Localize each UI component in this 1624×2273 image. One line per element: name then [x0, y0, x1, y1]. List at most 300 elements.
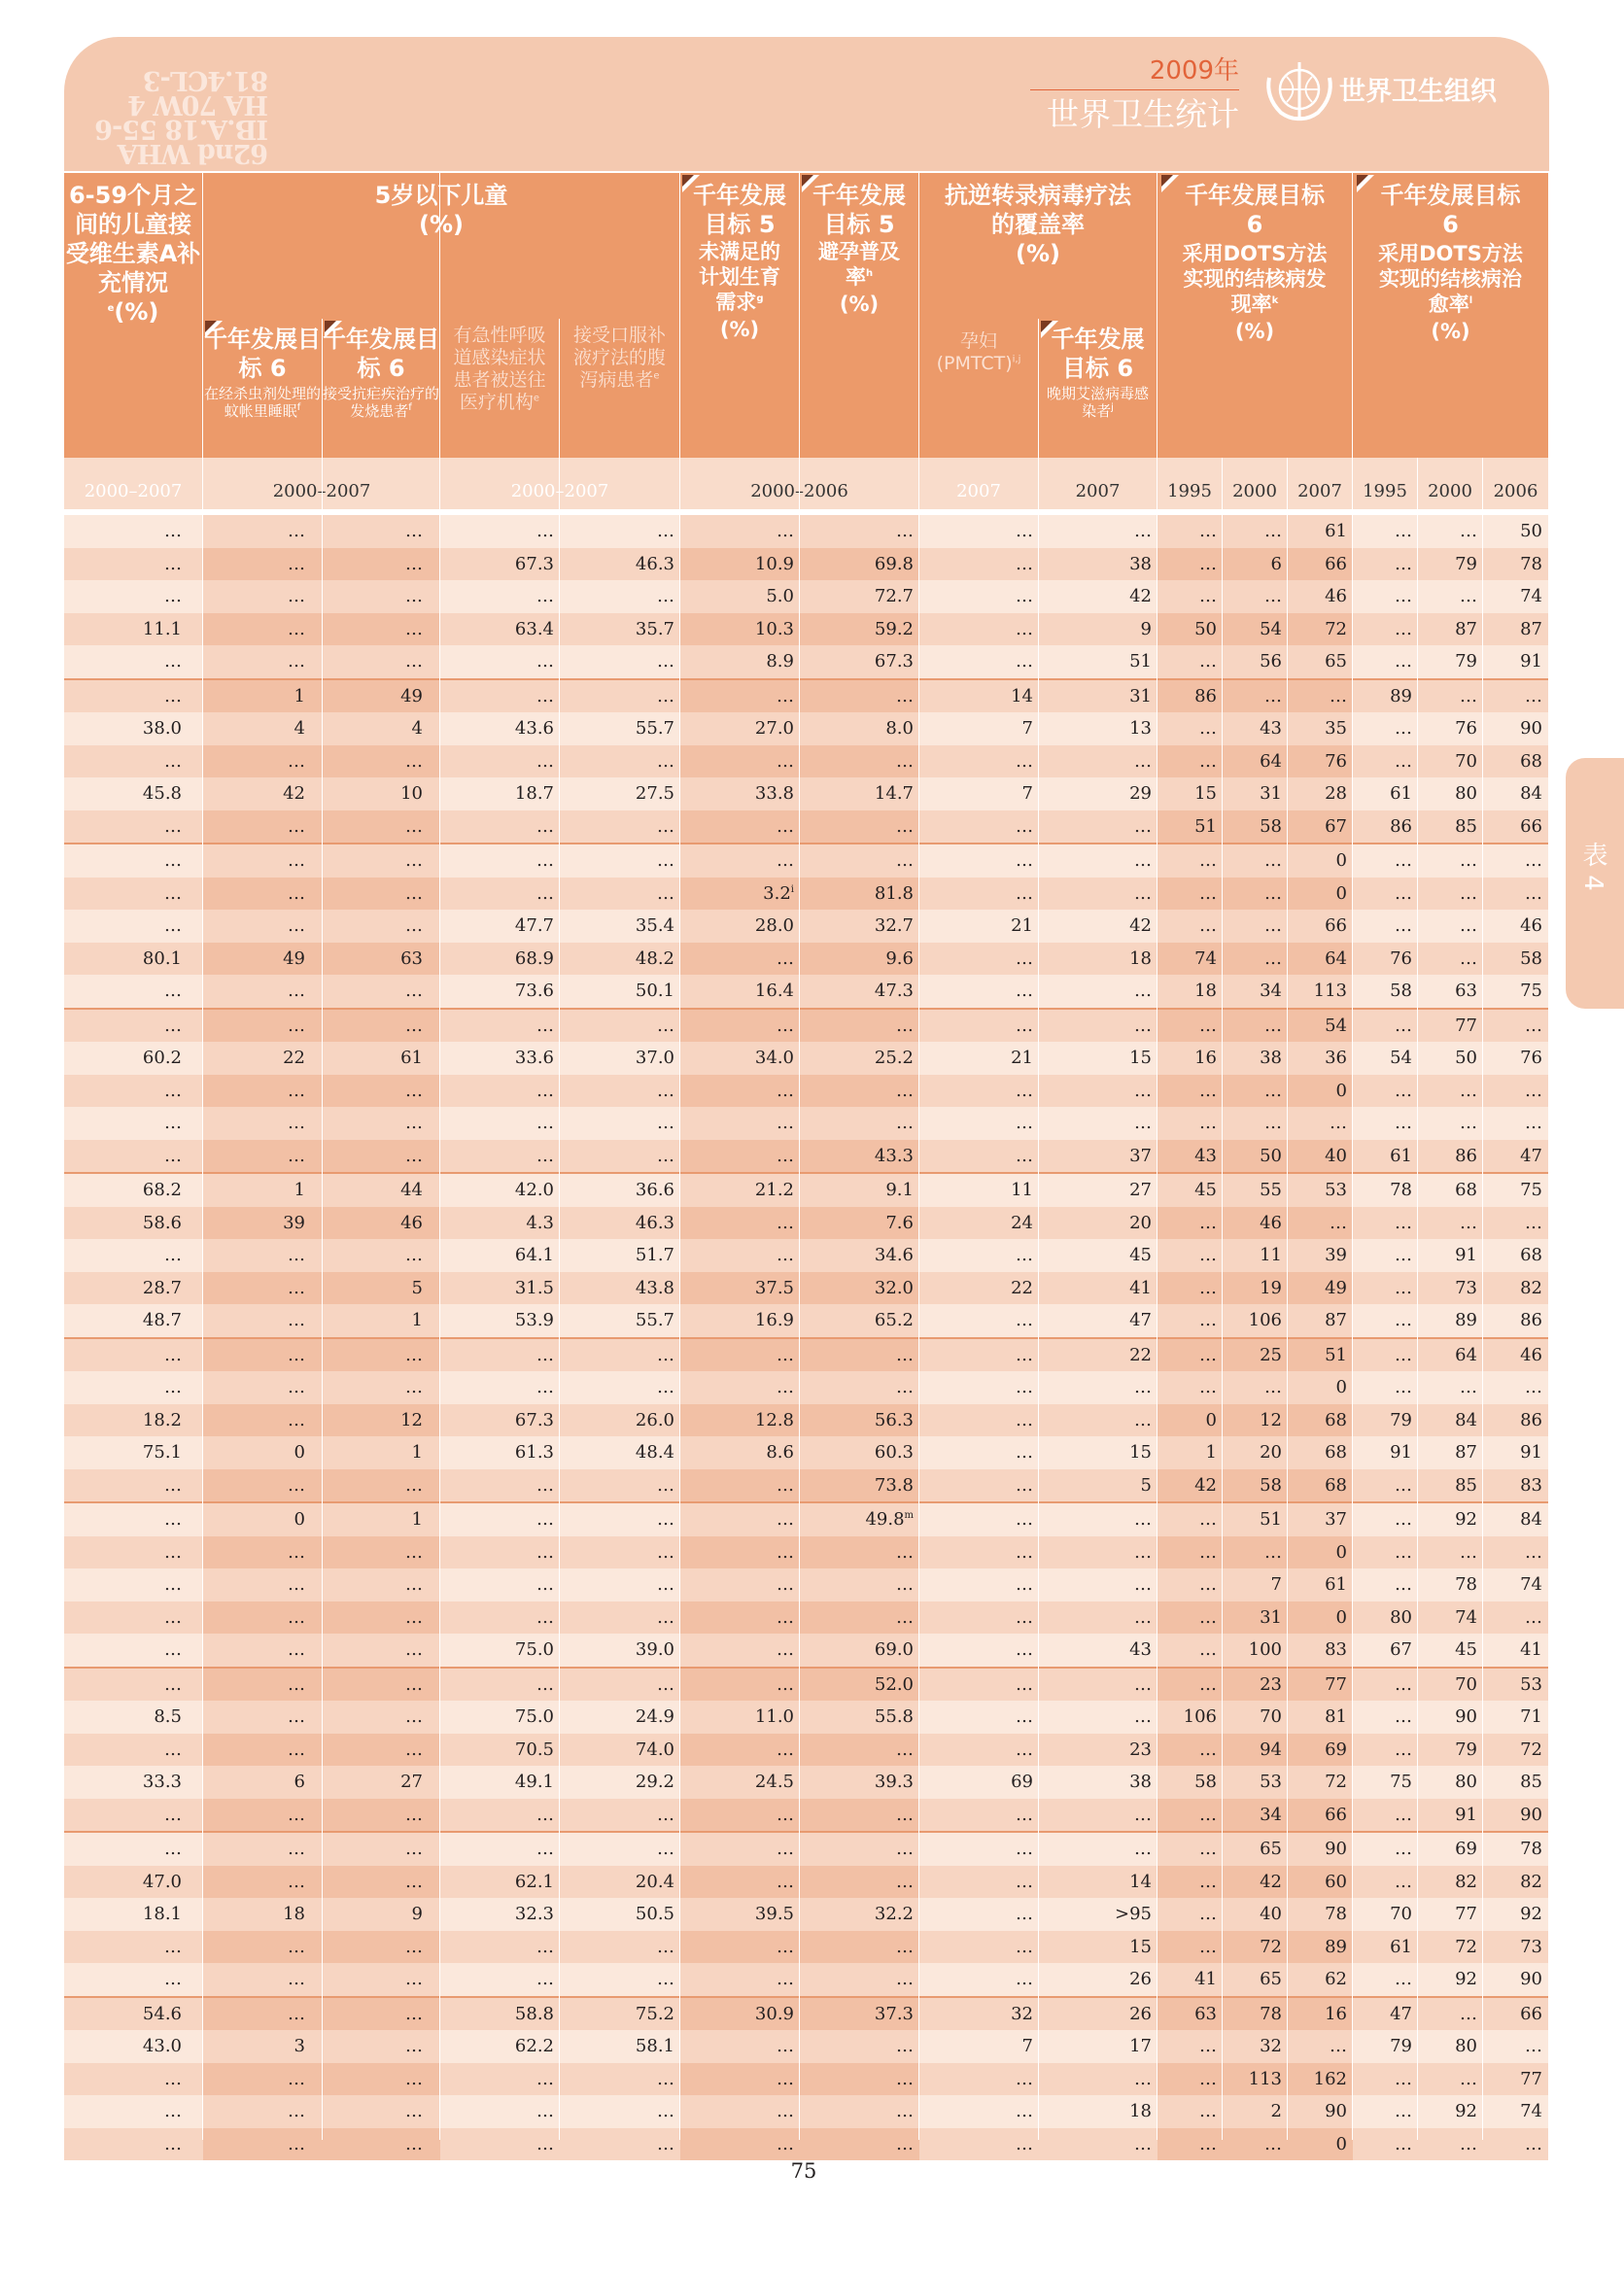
table-cell: … — [560, 1963, 680, 1997]
table-cell: 62 — [1288, 1963, 1353, 1997]
table-cell: … — [680, 2095, 800, 2128]
table-cell: … — [800, 2030, 919, 2063]
table-cell: 90 — [1483, 1963, 1548, 1997]
col-vita-header: 6-59个月之间的儿童接受维生素A补充情况 $^e$(%) — [64, 173, 202, 458]
table-cell: 0 — [1288, 844, 1353, 878]
table-cell: 48.2 — [560, 943, 680, 976]
table-cell: 8.9 — [680, 645, 800, 679]
table-cell: … — [323, 645, 440, 679]
table-cell: 6 — [203, 1766, 323, 1799]
table-cell: … — [203, 1568, 323, 1601]
table-cell: … — [440, 1568, 560, 1601]
table-cell: 53 — [1483, 1668, 1548, 1702]
table-cell: … — [680, 1239, 800, 1272]
table-cell: 67.3 — [440, 1404, 560, 1437]
table-cell: … — [1039, 1075, 1158, 1108]
table-cell: 64 — [1418, 1338, 1483, 1372]
table-cell: 31 — [1223, 1601, 1288, 1635]
table-cell: 72 — [1288, 613, 1353, 646]
table-cell: … — [64, 679, 203, 713]
table-cell: 68 — [1483, 1239, 1548, 1272]
grid-line — [1287, 458, 1288, 2140]
table-cell: … — [203, 1272, 323, 1305]
table-cell: … — [1353, 1338, 1418, 1372]
table-cell: 76 — [1483, 1042, 1548, 1075]
table-row — [64, 613, 1548, 646]
table-cell: … — [919, 1963, 1039, 1997]
table-cell: 42 — [1223, 1866, 1288, 1899]
table-cell: 47 — [1353, 1997, 1418, 2031]
table-cell: 66 — [1288, 910, 1353, 943]
table-cell: … — [800, 1338, 919, 1372]
table-cell: … — [440, 1931, 560, 1964]
table-cell: … — [323, 1634, 440, 1668]
table-cell: … — [203, 1469, 323, 1503]
table-cell: … — [560, 1832, 680, 1866]
table-cell: … — [680, 1832, 800, 1866]
table-cell: 0 — [1288, 1075, 1353, 1108]
table-cell: … — [323, 1799, 440, 1833]
col-unmet-header: 千年发展目标 5 未满足的计划生育需求$^g$ (%) — [680, 173, 799, 458]
table-cell: 65 — [1223, 1963, 1288, 1997]
table-cell: 61 — [1288, 515, 1353, 548]
table-cell: … — [203, 1239, 323, 1272]
table-cell: 80 — [1418, 777, 1483, 810]
table-row — [64, 1601, 1548, 1635]
table-cell: … — [560, 2128, 680, 2161]
archive-stamp: 62nd WHA IB.A.18 55-6 HA 70W 4 81.4CL-3 — [95, 65, 268, 168]
table-cell: 20 — [1223, 1436, 1288, 1469]
table-cell: 92 — [1418, 2095, 1483, 2128]
table-cell: 49 — [203, 943, 323, 976]
table-row — [64, 1239, 1548, 1272]
table-cell: 43 — [1223, 712, 1288, 745]
table-cell: 18 — [1039, 2095, 1158, 2128]
table-cell: … — [1158, 1734, 1223, 1767]
table-cell: … — [1353, 1734, 1418, 1767]
table-cell: 90 — [1288, 2095, 1353, 2128]
table-cell: 86 — [1158, 679, 1223, 713]
table-cell: … — [1158, 910, 1223, 943]
table-cell: … — [64, 745, 203, 778]
table-cell: 58 — [1223, 810, 1288, 844]
table-cell: … — [1158, 1568, 1223, 1601]
table-cell: … — [203, 1536, 323, 1569]
table-cell: 33.8 — [680, 777, 800, 810]
table-row — [64, 2128, 1548, 2161]
table-cell: … — [800, 1075, 919, 1108]
table-cell: 78 — [1223, 1997, 1288, 2031]
table-cell: … — [1483, 1371, 1548, 1404]
table-cell: 60.2 — [64, 1042, 203, 1075]
table-cell: … — [1223, 1371, 1288, 1404]
table-cell: … — [680, 844, 800, 878]
table-cell: … — [680, 2128, 800, 2161]
table-cell: … — [1483, 1601, 1548, 1635]
table-cell: … — [1483, 679, 1548, 713]
table-cell: 25 — [1223, 1338, 1288, 1372]
table-cell: … — [203, 844, 323, 878]
table-cell: … — [680, 1107, 800, 1140]
table-cell: 92 — [1483, 1898, 1548, 1931]
table-cell: … — [1418, 844, 1483, 878]
table-cell: 56.3 — [800, 1404, 919, 1437]
table-cell: … — [919, 1140, 1039, 1174]
table-cell: 70 — [1418, 745, 1483, 778]
table-cell: … — [1039, 1668, 1158, 1702]
table-cell: … — [1158, 1866, 1223, 1899]
table-cell: 63.4 — [440, 613, 560, 646]
table-cell: … — [1483, 2128, 1548, 2161]
table-cell: … — [560, 878, 680, 911]
table-cell: … — [64, 1832, 203, 1866]
table-cell: 50 — [1483, 515, 1548, 548]
table-cell: … — [1353, 1866, 1418, 1899]
table-cell: … — [1418, 2063, 1483, 2096]
table-cell: … — [1353, 1963, 1418, 1997]
table-cell: … — [1158, 2128, 1223, 2161]
table-cell: … — [1039, 515, 1158, 548]
table-cell: 5 — [323, 1272, 440, 1305]
table-cell: … — [919, 2128, 1039, 2161]
report-year: 2009年 — [1149, 56, 1239, 86]
table-cell: … — [919, 645, 1039, 679]
table-row — [64, 679, 1548, 713]
table-cell: … — [64, 2063, 203, 2096]
table-cell: … — [560, 1568, 680, 1601]
table-cell: … — [1418, 515, 1483, 548]
table-cell: 54.6 — [64, 1997, 203, 2031]
table-cell: … — [919, 1107, 1039, 1140]
who-emblem-icon — [1261, 58, 1337, 124]
table-cell: … — [1483, 878, 1548, 911]
table-cell: 43 — [1158, 1140, 1223, 1174]
footnote-marker-icon — [1041, 321, 1058, 338]
table-cell: … — [800, 1601, 919, 1635]
table-cell: … — [1158, 1338, 1223, 1372]
table-row — [64, 1009, 1548, 1043]
table-cell: 71 — [1483, 1701, 1548, 1734]
table-cell: … — [1223, 1009, 1288, 1043]
table-cell: 90 — [1288, 1832, 1353, 1866]
table-cell: … — [919, 1898, 1039, 1931]
table-cell: 42 — [1039, 910, 1158, 943]
table-cell: … — [1223, 844, 1288, 878]
table-cell: … — [323, 1963, 440, 1997]
table-cell: … — [1039, 1009, 1158, 1043]
table-cell: … — [323, 1107, 440, 1140]
table-cell: 65 — [1288, 645, 1353, 679]
table-cell: … — [680, 1536, 800, 1569]
table-cell: 15 — [1039, 1042, 1158, 1075]
table-cell: 79 — [1353, 2030, 1418, 2063]
table-cell: … — [1158, 645, 1223, 679]
table-cell: 55.7 — [560, 712, 680, 745]
table-cell: 47.7 — [440, 910, 560, 943]
col-arv-header: 抗逆转录病毒疗法的覆盖率 (%) — [919, 173, 1157, 319]
table-cell: 10 — [323, 777, 440, 810]
table-cell: … — [1158, 878, 1223, 911]
table-cell: … — [64, 810, 203, 844]
table-cell: 106 — [1158, 1701, 1223, 1734]
table-cell: 68.9 — [440, 943, 560, 976]
table-cell: … — [1483, 1009, 1548, 1043]
table-cell: … — [680, 679, 800, 713]
table-cell: 65 — [1223, 1832, 1288, 1866]
table-cell: … — [440, 1832, 560, 1866]
footnote-marker-icon — [1357, 175, 1374, 192]
table-cell: … — [1039, 2128, 1158, 2161]
table-cell: 7 — [919, 712, 1039, 745]
table-cell: … — [203, 1668, 323, 1702]
table-cell: … — [1353, 1304, 1418, 1338]
table-cell: … — [1039, 1601, 1158, 1635]
table-cell: … — [560, 1338, 680, 1372]
table-row — [64, 2063, 1548, 2096]
table-cell: 7 — [919, 2030, 1039, 2063]
table-cell: 10.9 — [680, 548, 800, 581]
table-cell: 5.0 — [680, 580, 800, 613]
table-cell: … — [1418, 580, 1483, 613]
table-cell: … — [440, 515, 560, 548]
table-cell: 24.5 — [680, 1766, 800, 1799]
table-cell: 47 — [1039, 1304, 1158, 1338]
table-cell: 21 — [919, 910, 1039, 943]
table-cell: 91 — [1483, 645, 1548, 679]
table-cell: … — [323, 1239, 440, 1272]
table-cell: … — [919, 1469, 1039, 1503]
table-cell: … — [440, 1140, 560, 1174]
table-cell: … — [919, 1634, 1039, 1668]
year-fp: 2000–2006 — [680, 458, 918, 509]
table-cell: … — [203, 878, 323, 911]
table-cell: 27 — [1039, 1173, 1158, 1207]
table-cell: 20 — [1039, 1207, 1158, 1240]
table-cell: 51 — [1223, 1502, 1288, 1536]
table-row — [64, 1338, 1548, 1372]
table-cell: 46 — [323, 1207, 440, 1240]
table-cell: 0 — [203, 1436, 323, 1469]
table-cell: … — [1288, 1107, 1353, 1140]
table-cell: 50.5 — [560, 1898, 680, 1931]
table-cell: … — [203, 1140, 323, 1174]
table-cell: 61.3 — [440, 1436, 560, 1469]
table-cell: … — [680, 1502, 800, 1536]
table-row — [64, 777, 1548, 810]
col-tb-cure-header: 千年发展目标 6 采用DOTS方法实现的结核病治愈率$^l$ (%) — [1353, 173, 1548, 458]
table-cell: 68 — [1483, 745, 1548, 778]
table-cell: 30.9 — [680, 1997, 800, 2031]
table-cell: … — [64, 1107, 203, 1140]
col-pmtct-header: 孕妇 (PMTCT)$^{i,j}$ — [919, 319, 1038, 458]
table-cell: … — [1158, 1832, 1223, 1866]
table-row — [64, 1272, 1548, 1305]
table-cell: 28.0 — [680, 910, 800, 943]
table-cell: 42 — [1039, 580, 1158, 613]
table-cell: 11 — [1223, 1239, 1288, 1272]
table-cell: 43 — [1039, 1634, 1158, 1668]
table-cell: … — [323, 810, 440, 844]
table-row — [64, 1634, 1548, 1668]
table-cell: 38.0 — [64, 712, 203, 745]
table-cell: 26 — [1039, 1963, 1158, 1997]
table-row — [64, 1075, 1548, 1108]
table-cell: 34 — [1223, 975, 1288, 1009]
table-cell: 28 — [1288, 777, 1353, 810]
table-cell: … — [1039, 2063, 1158, 2096]
table-cell: 11.0 — [680, 1701, 800, 1734]
table-cell: 1 — [323, 1436, 440, 1469]
table-cell: 69 — [1288, 1734, 1353, 1767]
table-cell: 37 — [1288, 1502, 1353, 1536]
grid-line — [202, 173, 203, 2140]
table-cell: 51.7 — [560, 1239, 680, 1272]
year-tb-cure-3: 2006 — [1483, 458, 1548, 509]
table-cell: … — [919, 2063, 1039, 2096]
table-cell: … — [323, 1469, 440, 1503]
table-cell: 91 — [1418, 1239, 1483, 1272]
table-row — [64, 2095, 1548, 2128]
table-cell: 9.1 — [800, 1173, 919, 1207]
table-cell: 14 — [919, 679, 1039, 713]
table-row — [64, 645, 1548, 679]
table-cell: … — [64, 580, 203, 613]
table-cell: 42 — [203, 777, 323, 810]
table-cell: … — [1418, 679, 1483, 713]
table-cell: 34 — [1223, 1799, 1288, 1833]
table-cell: 11.1 — [64, 613, 203, 646]
table-cell: … — [1158, 1931, 1223, 1964]
table-cell: … — [800, 2095, 919, 2128]
table-cell: 55.7 — [560, 1304, 680, 1338]
table-cell: … — [560, 645, 680, 679]
table-cell: … — [800, 2128, 919, 2161]
table-cell: … — [919, 1536, 1039, 1569]
table-cell: … — [1158, 1272, 1223, 1305]
footnote-marker-icon — [1161, 175, 1179, 192]
table-cell: 68 — [1418, 1173, 1483, 1207]
table-cell: 90 — [1483, 712, 1548, 745]
table-cell: … — [64, 1239, 203, 1272]
table-cell: … — [1353, 1799, 1418, 1833]
table-cell: … — [440, 810, 560, 844]
table-cell: … — [1158, 1009, 1223, 1043]
table-cell: 83 — [1288, 1634, 1353, 1668]
table-row — [64, 1502, 1548, 1536]
table-cell: … — [560, 1536, 680, 1569]
grid-line — [1482, 458, 1483, 2140]
table-cell: … — [800, 1009, 919, 1043]
table-cell: 87 — [1418, 1436, 1483, 1469]
table-cell: 16 — [1288, 1997, 1353, 2031]
table-cell: … — [560, 844, 680, 878]
table-cell: 59.2 — [800, 613, 919, 646]
table-cell: … — [1158, 1668, 1223, 1702]
table-cell: … — [64, 910, 203, 943]
table-cell: 74.0 — [560, 1734, 680, 1767]
table-cell: … — [919, 1734, 1039, 1767]
grid-line — [1157, 173, 1158, 2140]
table-cell: … — [1483, 2030, 1548, 2063]
table-cell: … — [440, 1502, 560, 1536]
table-cell: … — [440, 844, 560, 878]
table-cell: 54 — [1353, 1042, 1418, 1075]
table-cell: … — [560, 1469, 680, 1503]
table-cell: 58 — [1483, 943, 1548, 976]
grid-line — [1352, 173, 1353, 2140]
grid-line — [918, 173, 919, 2140]
table-cell: 3 — [203, 2030, 323, 2063]
table-cell: … — [1223, 2128, 1288, 2161]
table-cell: … — [1223, 878, 1288, 911]
table-row — [64, 1866, 1548, 1899]
table-cell: 46 — [1483, 1338, 1548, 1372]
table-cell: 58.6 — [64, 1207, 203, 1240]
table-cell: 63 — [1418, 975, 1483, 1009]
table-cell: … — [64, 1502, 203, 1536]
table-cell: … — [203, 810, 323, 844]
table-cell: … — [1483, 844, 1548, 878]
table-cell: … — [680, 1207, 800, 1240]
table-cell: 51 — [1158, 810, 1223, 844]
table-cell: 75 — [1353, 1766, 1418, 1799]
table-cell: … — [323, 1701, 440, 1734]
table-cell: … — [1158, 1898, 1223, 1931]
table-cell: 77 — [1483, 2063, 1548, 2096]
table-cell: 91 — [1353, 1436, 1418, 1469]
table-cell: … — [1158, 1502, 1223, 1536]
table-cell: 87 — [1483, 613, 1548, 646]
table-cell: 80 — [1418, 1766, 1483, 1799]
table-cell: 32 — [919, 1997, 1039, 2031]
table-row — [64, 975, 1548, 1009]
table-cell: 77 — [1288, 1668, 1353, 1702]
table-cell: … — [919, 1371, 1039, 1404]
table-cell: 76 — [1288, 745, 1353, 778]
table-cell: 70 — [1418, 1668, 1483, 1702]
table-row — [64, 1536, 1548, 1569]
table-cell: … — [919, 1601, 1039, 1635]
table-row — [64, 548, 1548, 581]
table-row — [64, 844, 1548, 878]
table-cell: … — [203, 1601, 323, 1635]
table-cell: 85 — [1418, 1469, 1483, 1503]
table-cell: 37 — [1039, 1140, 1158, 1174]
table-cell: 25.2 — [800, 1042, 919, 1075]
table-row — [64, 910, 1548, 943]
table-cell: 64 — [1223, 745, 1288, 778]
table-cell: 18 — [203, 1898, 323, 1931]
table-cell: … — [680, 1601, 800, 1635]
table-cell: 46 — [1288, 580, 1353, 613]
table-cell: … — [1039, 1536, 1158, 1569]
table-cell: 49.8$^m$ — [800, 1502, 919, 1536]
table-cell: 40 — [1223, 1898, 1288, 1931]
table-cell: 89 — [1288, 1931, 1353, 1964]
table-cell: … — [1418, 1207, 1483, 1240]
table-cell: 27.0 — [680, 712, 800, 745]
table-cell: 75.1 — [64, 1436, 203, 1469]
table-cell: 91 — [1483, 1436, 1548, 1469]
table-cell: 47.3 — [800, 975, 919, 1009]
table-cell: … — [800, 844, 919, 878]
table-cell: 5 — [1039, 1469, 1158, 1503]
table-cell: … — [680, 2063, 800, 2096]
table-cell: … — [1483, 1075, 1548, 1108]
table-row — [64, 1898, 1548, 1931]
table-cell: 32.0 — [800, 1272, 919, 1305]
table-cell: 1 — [203, 679, 323, 713]
